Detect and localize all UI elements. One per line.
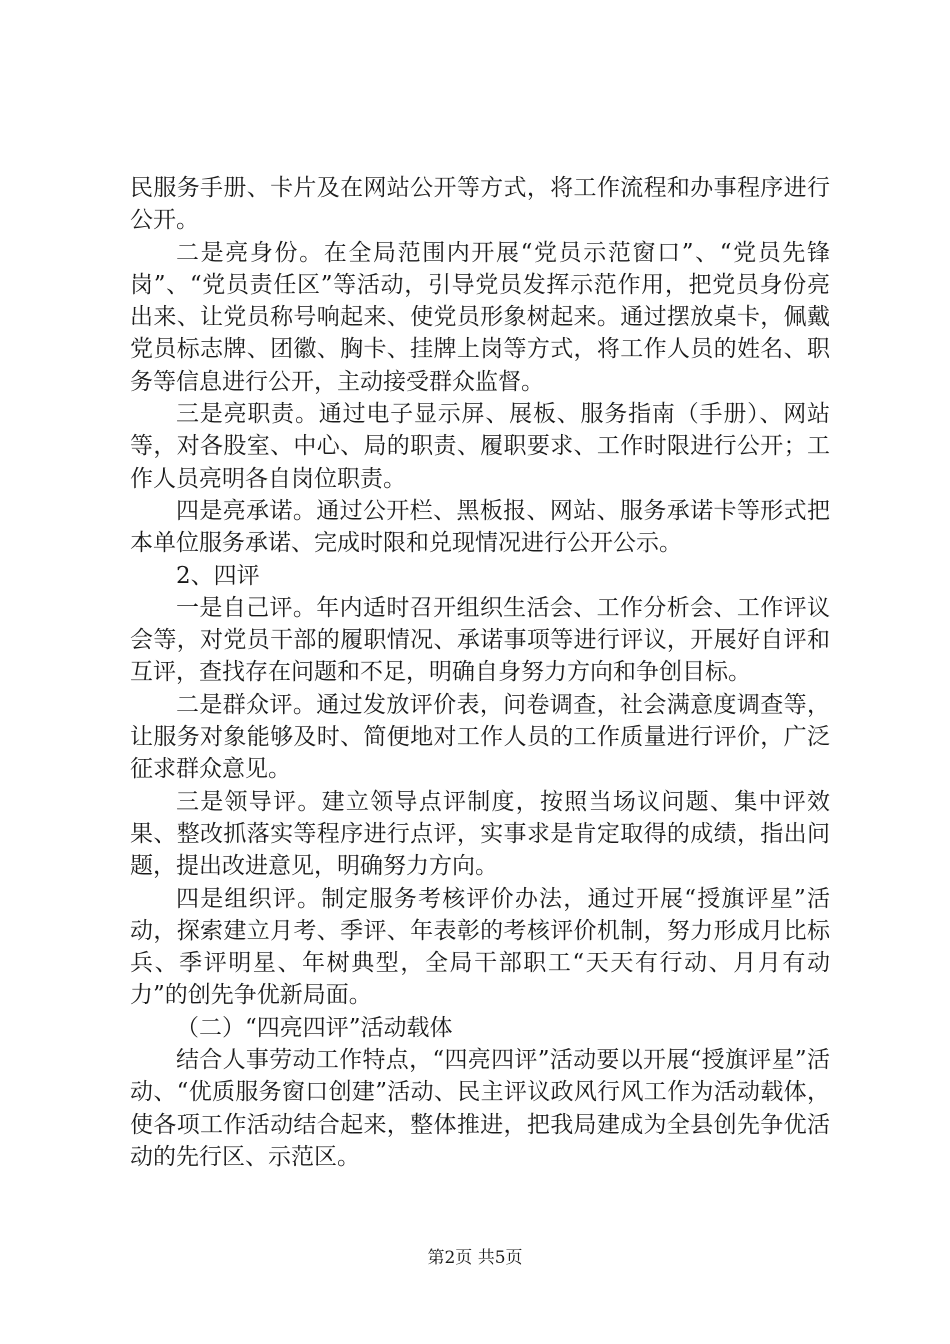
paragraph-lingdao-ping: 三是领导评。建立领导点评制度，按照当场议问题、集中评效果、整改抓落实等程序进行点评，实事求是肯定取得的成绩，指出问题，提出改进意见，明确努力方向。 [130,788,830,880]
document-body [130,172,830,1173]
page-footer: 第2页 共5页 [427,1248,523,1268]
section-heading-huodong-zaiti: （二）“四亮四评”活动载体 [176,1014,453,1041]
paragraph-continuation: 民服务手册、卡片及在网站公开等方式，将工作流程和办事程序进行公开。 [130,175,830,234]
paragraph-ziji-ping: 一是自己评。年内适时召开组织生活会、工作分析会、工作评议会等，对党员干部的履职情况、承诺事项等进行评议，开展好自评和互评，查找存在问题和不足，明确自身努力方向和争创目标。 [130,594,830,686]
paragraph-qunzhong-ping: 二是群众评。通过发放评价表，问卷调查，社会满意度调查等，让服务对象能够及时、简便地对工作人员的工作质量进行评价，广泛征求群众意见。 [130,691,830,783]
paragraph-liang-chengnuo: 四是亮承诺。通过公开栏、黑板报、网站、服务承诺卡等形式把本单位服务承诺、完成时限和兑现情况进行公开公示。 [130,497,830,557]
paragraph-liang-zhize: 三是亮职责。通过电子显示屏、展板、服务指南（手册）、网站等，对各股室、中心、局的职责、履职要求、工作时限进行公开；工作人员亮明各自岗位职责。 [130,401,830,492]
paragraph-zuzhi-ping: 四是组织评。制定服务考核评价办法，通过开展“授旗评星”活动，探索建立月考、季评、年表彰的考核评价机制，努力形成月比标兵、季评明星、年树典型，全局干部职工“天天有行动、月月有动力”的创先争优新局面。 [130,885,830,1009]
paragraph-huodong-zaiti: 结合人事劳动工作特点，“四亮四评”活动要以开展“授旗评星”活动、“优质服务窗口创建”活动、民主评议政风行风工作为活动载体，使各项工作活动结合起来，整体推进，把我局建成为全县创先争优活动的先行区、示范区。 [130,1047,830,1170]
section-heading-si-ping: 2、四评 [176,562,260,589]
paragraph-liang-shenfen: 二是亮身份。在全局范围内开展“党员示范窗口”、“党员先锋岗”、“党员责任区”等活动，引导党员发挥示范作用，把党员身份亮出来、让党员称号响起来、使党员形象树起来。通过摆放桌卡，佩戴党员标志牌、团徽、胸卡、挂牌上岗等方式，将工作人员的姓名、职务等信息进行公开，主动接受群众监督。 [130,239,830,395]
